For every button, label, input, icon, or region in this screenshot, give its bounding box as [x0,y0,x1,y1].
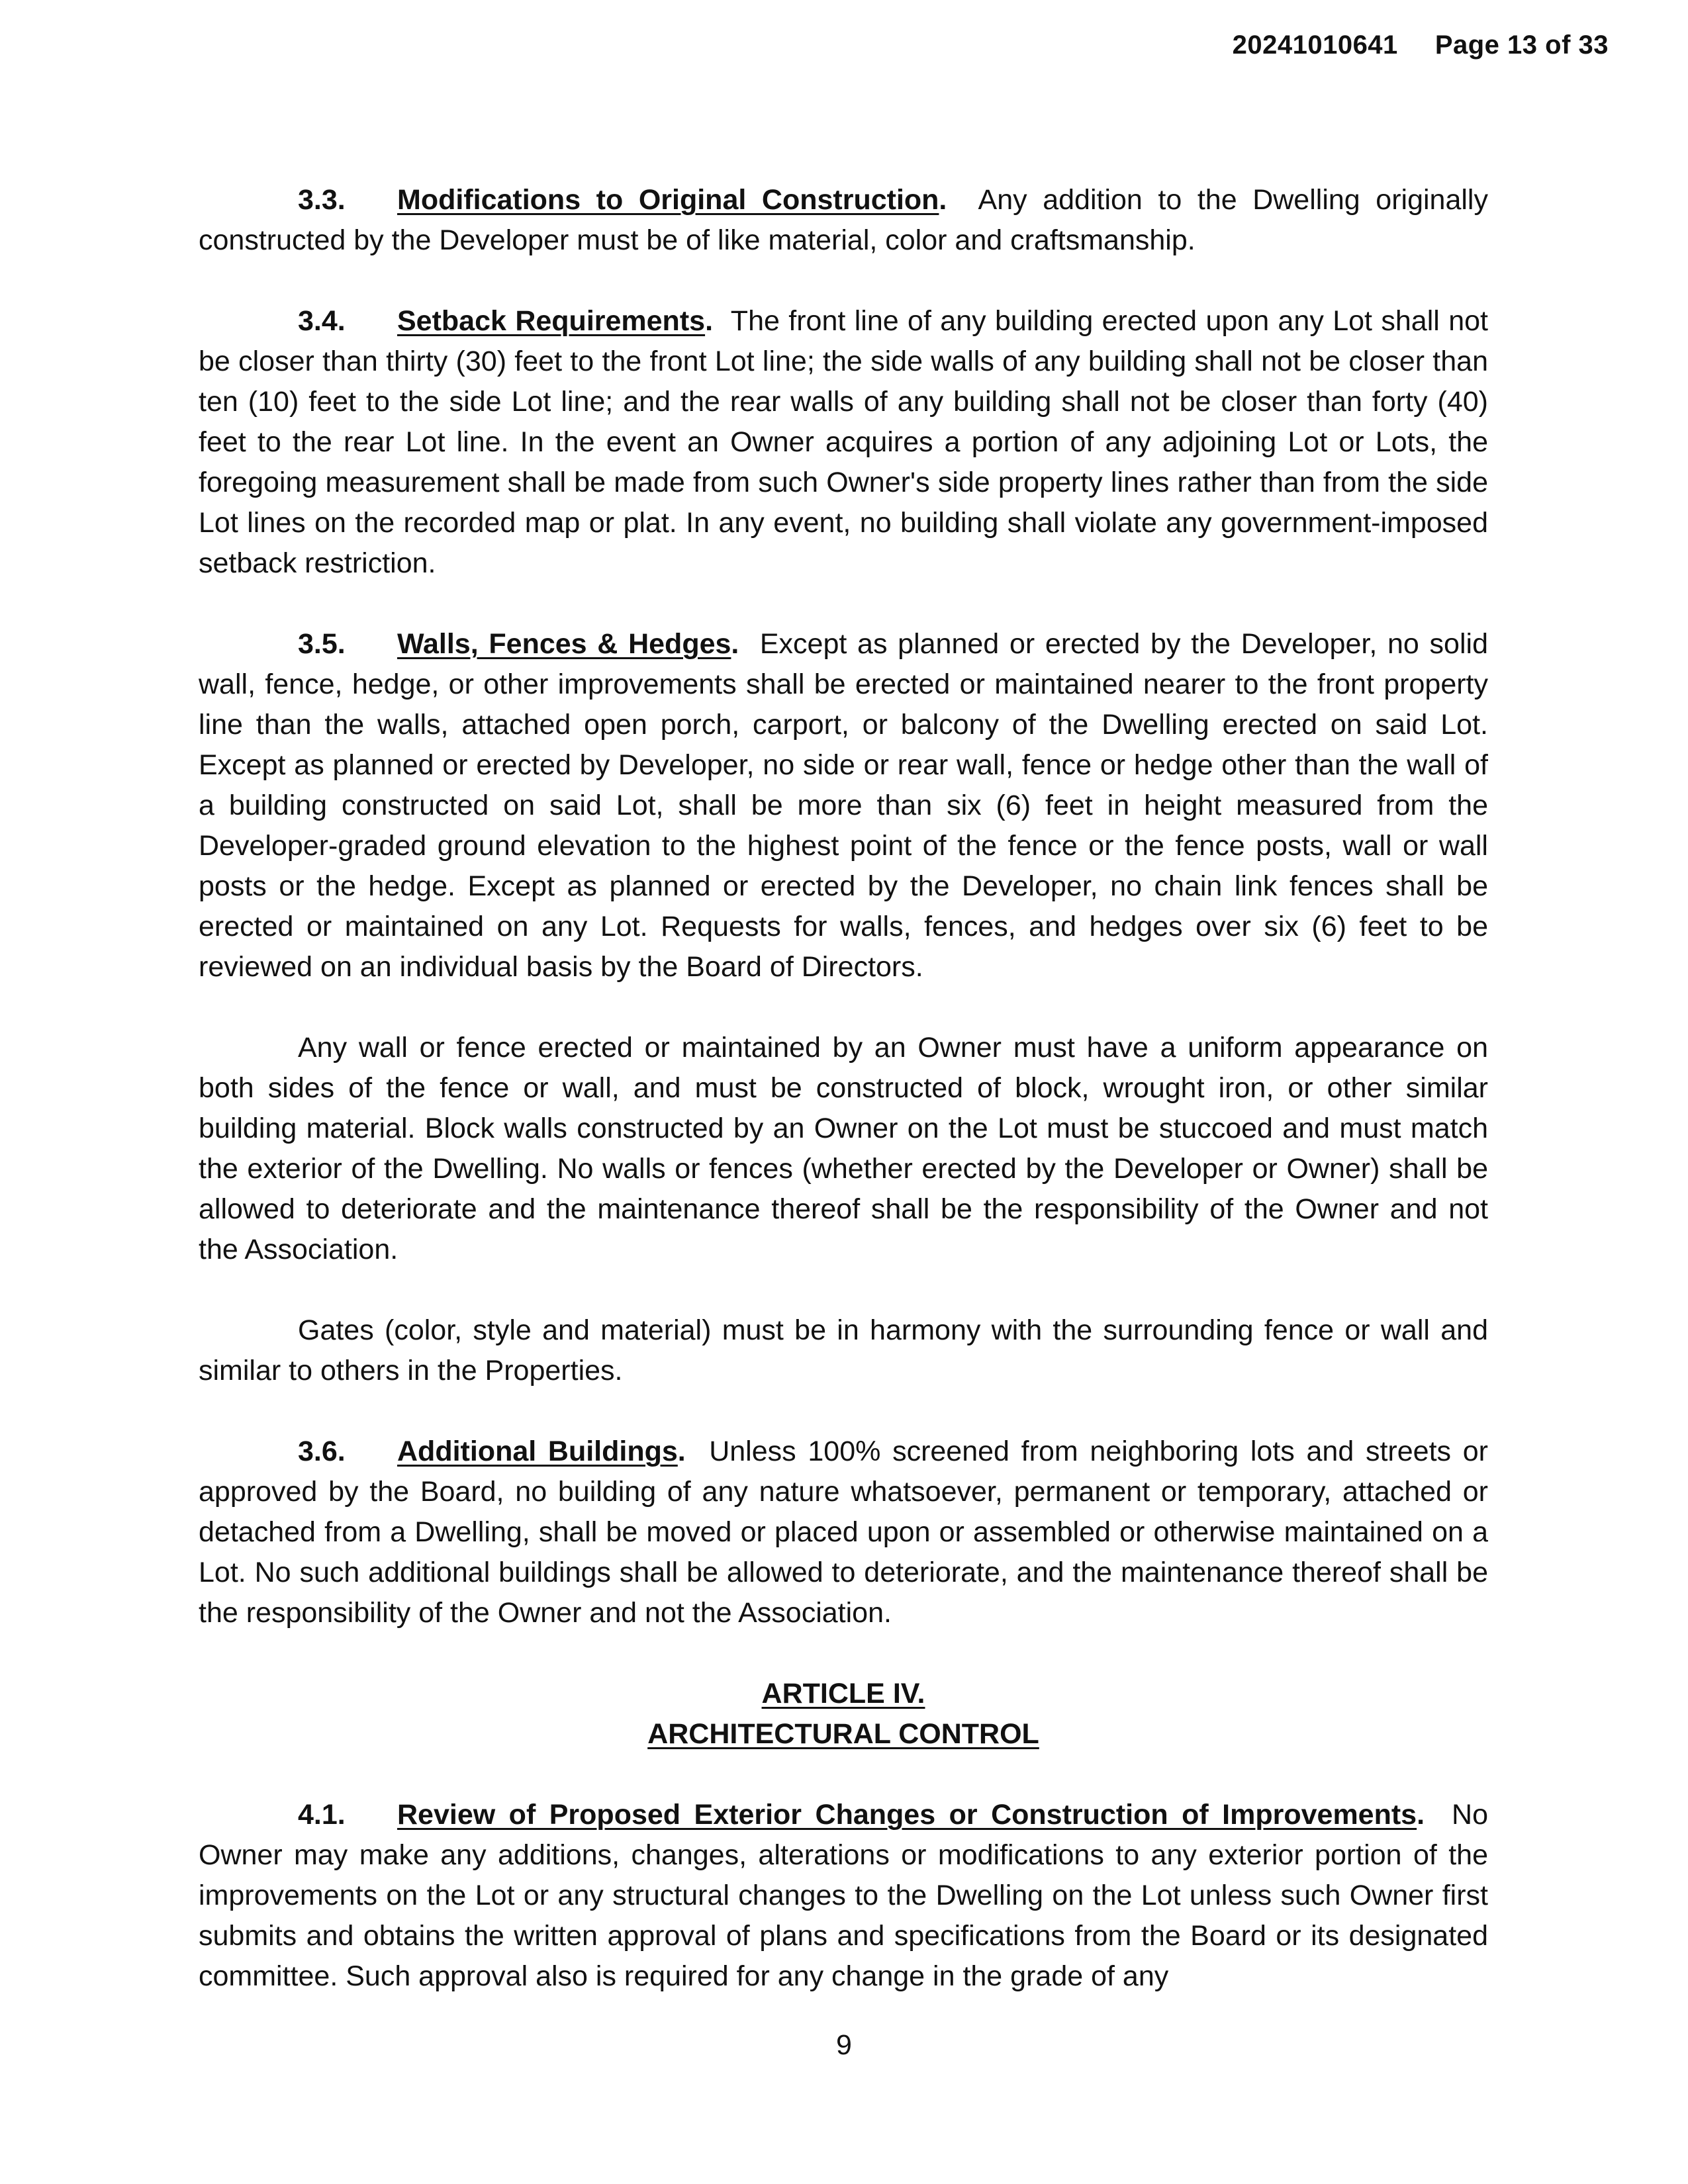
page-header [1233,30,1609,60]
article-title: ARCHITECTURAL CONTROL [647,1718,1039,1750]
section-title: Review of Proposed Exterior Changes or Construction of Improvements [397,1799,1417,1831]
section-body: Any addition to the Dwelling originally constructed by the Developer must be of like material, color and craftsmanship. [199,184,1488,256]
section-title: Setback Requirements [397,305,706,337]
section-body: Except as planned or erected by the Developer, no solid wall, fence, hedge, or other improvements shall be erected or maintained nearer to the front property line than the walls, attached open porch, carport, or balcony of the Dwelling erected on said Lot. Except as planned or erected by Developer, no side or rear wall, fence or hedge other than the wall of a building constructed on said Lot, shall be more than six (6) feet in height measured from the Developer-graded ground elevation to the highest point of the fence or the fence posts, wall or wall posts or the hedge. Except as planned or erected by the Developer, no chain link fences shall be erected or maintained on any Lot. Requests for walls, fences, and hedges over six (6) feet to be reviewed on an individual basis by the Board of Directors. [199,628,1488,983]
section-4-1: 4.1. Review of Proposed Exterior Changes or Construction of Improvements. No Owner may make any additions, changes, alterations or modifications to any exterior portion of the improvements on the Lot or any structural changes to the Dwelling on the Lot unless such Owner first submits and obtains the written approval of plans and specifications from the Board or its designated committee. Such approval also is required for any change in the grade of any [199,1795,1488,1997]
section-number: 3.4. [298,305,346,337]
document-number: 20241010641 [1232,30,1398,60]
section-3-5: 3.5. Walls, Fences & Hedges. Except as planned or erected by the Developer, no solid wall, fence, hedge, or other improvements shall be erected or maintained nearer to the front property line than the walls, attached open porch, carport, or balcony of the Dwelling erected on said Lot. Except as planned or erected by Developer, no side or rear wall, fence or hedge other than the wall of a building constructed on said Lot, shall be more than six (6) feet in height measured from the Developer-graded ground elevation to the highest point of the fence or the fence posts, wall or wall posts or the hedge. Except as planned or erected by the Developer, no chain link fences shall be erected or maintained on any Lot. Requests for walls, fences, and hedges over six (6) feet to be reviewed on an individual basis by the Board of Directors. [199,624,1488,987]
article-number: ARTICLE IV. [761,1678,925,1709]
section-3-6: 3.6. Additional Buildings. Unless 100% screened from neighboring lots and streets or approved by the Board, no building of any nature whatsoever, permanent or temporary, attached or detached from a Dwelling, shall be moved or placed upon or assembled or otherwise maintained on a Lot. No such additional buildings shall be allowed to deteriorate, and the maintenance thereof shall be the responsibility of the Owner and not the Association. [199,1432,1488,1633]
section-3-4: 3.4. Setback Requirements. The front line of any building erected upon any Lot shall not be closer than thirty (30) feet to the front Lot line; the side walls of any building shall not be closer than ten (10) feet to the side Lot line; and the rear walls of any building shall not be closer than forty (40) feet to the rear Lot line. In the event an Owner acquires a portion of any adjoining Lot or Lots, the foregoing measurement shall be made from such Owner's side property lines rather than from the side Lot lines on the recorded map or plat. In any event, no building shall violate any government-imposed setback restriction. [199,301,1488,584]
page-number: 9 [836,2029,852,2061]
section-body: Unless 100% screened from neighboring lots and streets or approved by the Board, no building of any nature whatsoever, permanent or temporary, attached or detached from a Dwelling, shall be moved or placed upon or assembled or otherwise maintained on a Lot. No such additional buildings shall be allowed to deteriorate, and the maintenance thereof shall be the responsibility of the Owner and not the Association. [199,1435,1488,1629]
section-3-3: 3.3. Modifications to Original Construction. Any addition to the Dwelling originally constructed by the Developer must be of like material, color and craftsmanship. [199,180,1488,261]
section-number: 3.6. [298,1435,346,1467]
section-title: Modifications to Original Construction [397,184,939,216]
section-number: 3.3. [298,184,346,216]
page-label: Page 13 of 33 [1434,30,1609,60]
section-body: No Owner may make any additions, changes, alterations or modifications to any exterior portion of the improvements on the Lot or any structural changes to the Dwelling on the Lot unless such Owner first submits and obtains the written approval of plans and specifications from the Board or its designated committee. Such approval also is required for any change in the grade of any [199,1799,1488,1992]
document-body [199,180,1488,2037]
section-title: Additional Buildings [397,1435,678,1467]
section-number: 4.1. [298,1799,346,1831]
article-heading-block [199,1674,1488,1754]
section-3-5-paragraph-2: Any wall or fence erected or maintained by an Owner must have a uniform appearance on both sides of the fence or wall, and must be constructed of block, wrought iron, or other similar building material. Block walls constructed by an Owner on the Lot must be stuccoed and must match the exterior of the Dwelling. No walls or fences (whether erected by the Developer or Owner) shall be allowed to deteriorate and the maintenance thereof shall be the responsibility of the Owner and not the Association. [199,1032,1488,1265]
section-number: 3.5. [298,628,346,660]
section-body: The front line of any building erected upon any Lot shall not be closer than thirty (30) feet to the front Lot line; the side walls of any building shall not be closer than ten (10) feet to the side Lot line; and the rear walls of any building shall not be closer than forty (40) feet to the rear Lot line. In the event an Owner acquires a portion of any adjoining Lot or Lots, the foregoing measurement shall be made from such Owner's side property lines rather than from the side Lot lines on the recorded map or plat. In any event, no building shall violate any government-imposed setback restriction. [199,305,1488,579]
section-title: Walls, Fences & Hedges [397,628,731,660]
section-3-5-paragraph-3: Gates (color, style and material) must be in harmony with the surrounding fence or wall and similar to others in the Properties. [199,1314,1488,1387]
